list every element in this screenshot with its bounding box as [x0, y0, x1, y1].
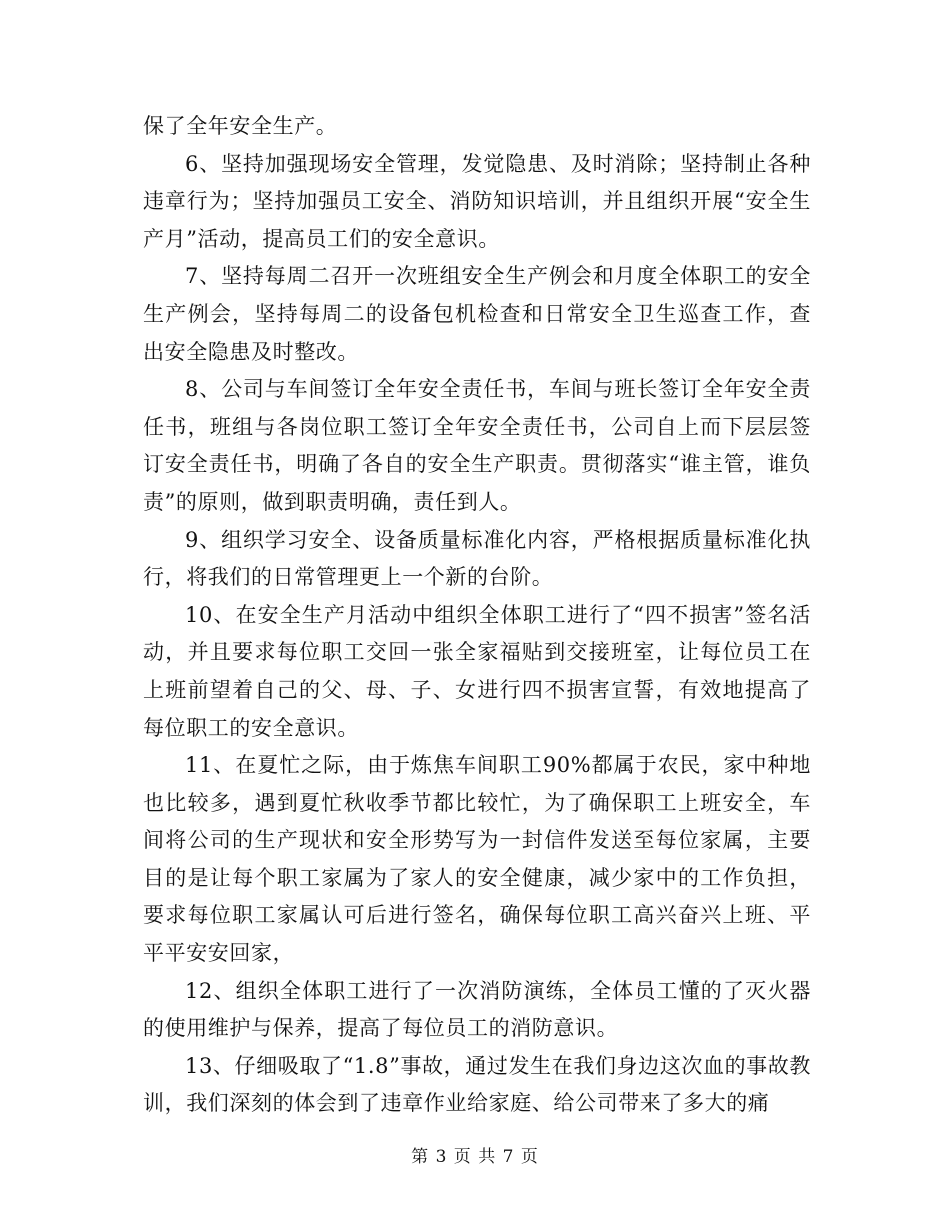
paragraph-item-13: 13、仔细吸取了“1.8”事故，通过发生在我们身边这次血的事故教训，我们深刻的体会到了违章作业给家庭、给公司带来了多大的痛: [143, 1053, 811, 1116]
paragraph-item-6: 6、坚持加强现场安全管理，发觉隐患、及时消除；坚持制止各种违章行为；坚持加强员工安全、消防知识培训，并且组织开展“安全生产月”活动，提高员工们的安全意识。: [143, 151, 811, 251]
paragraph-item-12: 12、组织全体职工进行了一次消防演练，全体员工懂的了灭火器的使用维护与保养，提高了每位员工的消防意识。: [143, 978, 811, 1041]
document-body: [143, 108, 811, 1123]
paragraph-item-10: 10、在安全生产月活动中组织全体职工进行了“四不损害”签名活动，并且要求每位职工交回一张全家福贴到交接班室，让每位员工在上班前望着自己的父、母、子、女进行四不损害宣誓，有效地提高了每位职工的安全意识。: [143, 602, 811, 740]
page-number-footer: 第 3 页 共 7 页: [411, 1147, 539, 1167]
paragraph-item-7: 7、坚持每周二召开一次班组安全生产例会和月度全体职工的安全生产例会，坚持每周二的设备包机检查和日常安全卫生巡查工作，查出安全隐患及时整改。: [143, 264, 811, 364]
paragraph-continuation: 保了全年安全生产。: [143, 114, 338, 138]
paragraph-item-8: 8、公司与车间签订全年安全责任书，车间与班长签订全年安全责任书，班组与各岗位职工签订全年安全责任书，公司自上而下层层签订安全责任书，明确了各自的安全生产职责。贯彻落实“谁主管，谁负责”的原则，做到职责明确，责任到人。: [143, 377, 811, 514]
paragraph-item-11: 11、在夏忙之际，由于炼焦车间职工90%都属于农民，家中种地也比较多，遇到夏忙秋收季节都比较忙，为了确保职工上班安全，车间将公司的生产现状和安全形势写为一封信件发送至每位家属，主要目的是让每个职工家属为了家人的安全健康，减少家中的工作负担，要求每位职工家属认可后进行签名，确保每位职工高兴奋兴上班、平平平安安回家，: [143, 753, 811, 966]
paragraph-item-9: 9、组织学习安全、设备质量标准化内容，严格根据质量标准化执行，将我们的日常管理更上一个新的台阶。: [143, 527, 811, 590]
